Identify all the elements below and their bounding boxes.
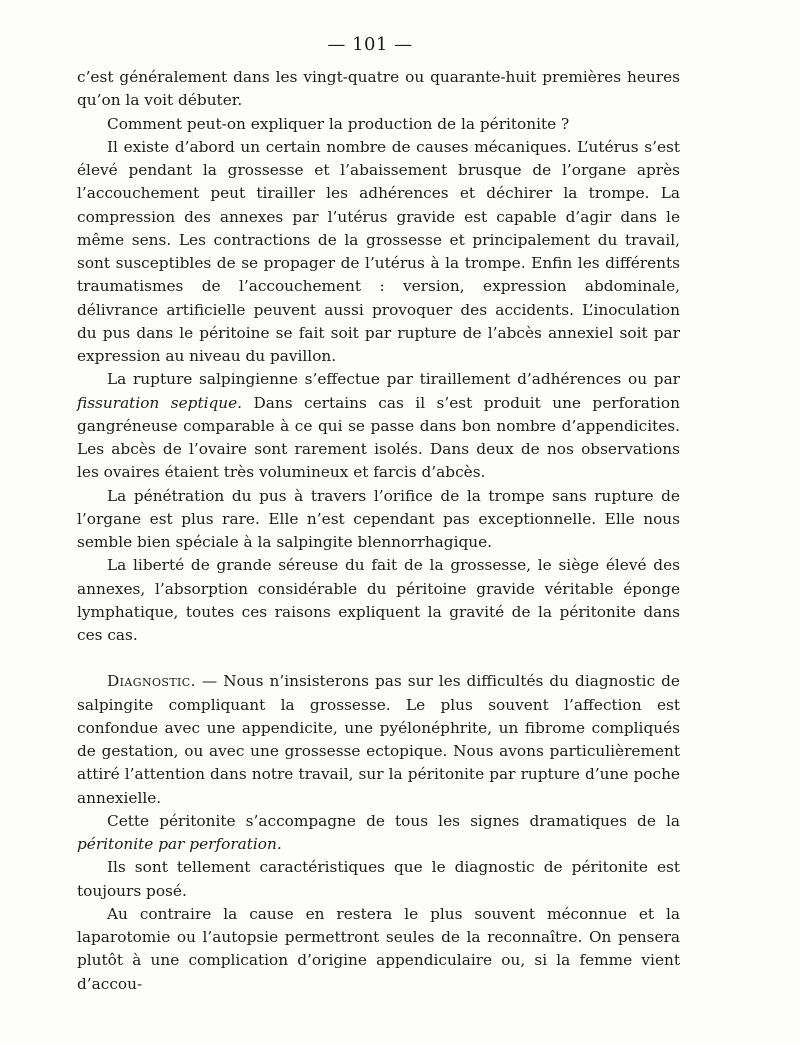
paragraph-8 bbox=[77, 810, 680, 857]
paragraph-10: Au contraire la cause en restera le plus souvent méconnue et la laparotomie ou l’autopsie permettront seules de la reconnaître. On pensera plutôt à une complication d’origine appendiculaire ou, si la femme vient d’accou- bbox=[77, 904, 680, 993]
paragraph-7 bbox=[77, 670, 680, 810]
paragraph-3: Il existe d’abord un certain nombre de causes mécaniques. L’utérus s’est élevé pendant la grossesse et l’abaissement brusque de l’organe après l’accouchement peut tirailler les adhérences et déchirer la trompe. La compression des annexes par l’utérus gravide est capable d’agir dans le même sens. Les contractions de la grossesse et principalement du travail, sont susceptibles de se propager de l’utérus à la trompe. Enfin les différents traumatismes de l’accouchement : version, expression abdominale, délivrance artificielle peuvent aussi provoquer des accidents. L’inoculation du pus dans le péritoine se fait soit par rupture de l’abcès annexiel soit par expression au niveau du pavillon. bbox=[77, 137, 680, 365]
paragraph-8-italic: péritonite par perforation. bbox=[77, 835, 282, 853]
section-heading-diagnostic: Diagnostic. bbox=[107, 672, 196, 691]
paragraph-4-text-b: Dans certains cas il s’est produit une perforation gangréneuse comparable à ce qui se passe dans bon nombre d’appendicites. Les abcès de l’ovaire sont rarement isolés. Dans deux de nos observations les ovaires étaient très volumineux et farcis d’abcès. bbox=[77, 393, 680, 482]
paragraph-4-italic: fissuration septique. bbox=[77, 393, 243, 412]
paragraph-7-text: — Nous n’insisterons pas sur les difficultés du diagnostic de salpingite compliquant la grossesse. Le plus souvent l’affection est confondue avec une appendicite, une pyélonéphrite, un fibrome compliqués de gestation, ou avec une grossesse ectopique. Nous avons particulièrement attiré l’attention dans notre travail, sur la péritonite par rupture d’une poche annexielle. bbox=[77, 672, 680, 807]
paragraph-4 bbox=[77, 368, 680, 484]
paragraph-4-text-a: La rupture salpingienne s’effectue par tiraillement d’adhérences ou par bbox=[107, 370, 680, 389]
paragraph-2: Comment peut-on expliquer la production de la péritonite ? bbox=[107, 114, 570, 133]
paragraph-1: c’est généralement dans les vingt-quatre ou quarante-huit premières heures qu’on la voit débuter. bbox=[77, 68, 680, 110]
paragraph-8-text: Cette péritonite s’accompagne de tous les signes dramatiques de la bbox=[107, 811, 680, 830]
body-text bbox=[77, 66, 680, 996]
paragraph-6: La liberté de grande séreuse du fait de la grossesse, le siège élevé des annexes, l’absorption considérable du péritoine gravide véritable éponge lymphatique, toutes ces raisons expliquent la gravité de la péritonite dans ces cas. bbox=[77, 556, 680, 644]
paragraph-5: La pénétration du pus à travers l’orifice de la trompe sans rupture de l’organe est plus rare. Elle n’est cependant pas exceptionnelle. Elle nous semble bien spéciale à la salpingite blennorrhagique. bbox=[77, 486, 680, 551]
page-number: — 101 — bbox=[327, 34, 413, 55]
paragraph-9: Ils sont tellement caractéristiques que le diagnostic de péritonite est toujours posé. bbox=[77, 858, 680, 900]
